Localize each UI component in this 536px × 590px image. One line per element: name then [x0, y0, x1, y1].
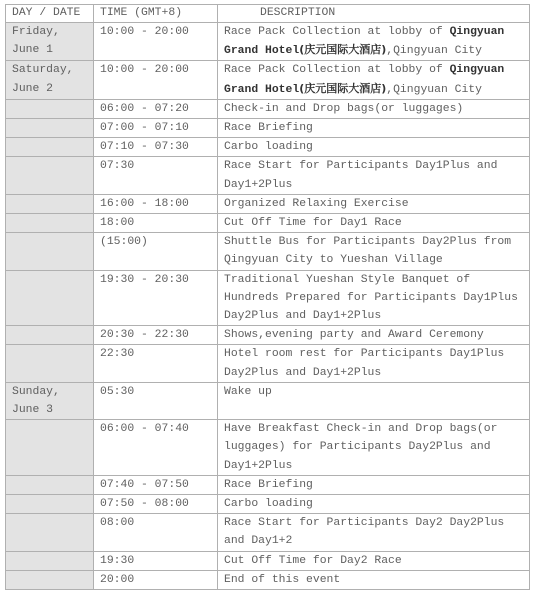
table-row — [6, 495, 530, 514]
table-row — [6, 420, 530, 476]
header-description: DESCRIPTION — [218, 5, 530, 23]
description-cell: Race Briefing — [218, 475, 530, 494]
day-cell — [6, 99, 94, 118]
location-text: ,Qingyuan City — [386, 83, 482, 96]
description-cell — [218, 23, 530, 61]
day-cell — [6, 233, 94, 270]
day-cell — [6, 326, 94, 345]
day-cell: Sunday, June 3 — [6, 382, 94, 419]
day-cell — [6, 420, 94, 476]
description-cell: Race Briefing — [218, 119, 530, 138]
time-cell: 20:30 - 22:30 — [94, 326, 218, 345]
time-cell: 08:00 — [94, 514, 218, 551]
day-cell — [6, 157, 94, 194]
day-cell — [6, 475, 94, 494]
day-cell — [6, 214, 94, 233]
day-cell — [6, 570, 94, 589]
time-cell: 10:00 - 20:00 — [94, 23, 218, 61]
time-cell: 06:00 - 07:20 — [94, 99, 218, 118]
day-cell — [6, 119, 94, 138]
description-cell: Shows,evening party and Award Ceremony — [218, 326, 530, 345]
time-cell: 10:00 - 20:00 — [94, 61, 218, 99]
day-cell — [6, 194, 94, 213]
schedule-table — [5, 4, 530, 590]
table-row — [6, 157, 530, 194]
table-row — [6, 382, 530, 419]
time-cell: 18:00 — [94, 214, 218, 233]
description-cell: Carbo loading — [218, 495, 530, 514]
location-text: ,Qingyuan City — [386, 45, 482, 58]
description-text: Race Pack Collection at lobby of — [224, 26, 450, 38]
description-cell: Hotel room rest for Participants Day1Plus Day2Plus and Day1+2Plus — [218, 345, 530, 382]
table-row — [6, 23, 530, 61]
table-row — [6, 570, 530, 589]
table-row — [6, 194, 530, 213]
day-cell — [6, 551, 94, 570]
day-cell — [6, 270, 94, 326]
description-cell — [218, 61, 530, 99]
time-cell: 07:30 — [94, 157, 218, 194]
hotel-name: Qingyuan Grand Hotel — [224, 64, 505, 96]
time-cell: 05:30 — [94, 382, 218, 419]
table-row — [6, 119, 530, 138]
description-cell: Carbo loading — [218, 138, 530, 157]
table-row — [6, 475, 530, 494]
time-cell: 07:00 - 07:10 — [94, 119, 218, 138]
table-row — [6, 514, 530, 551]
hotel-chinese-name: (庆元国际大酒店) — [299, 43, 387, 57]
table-row — [6, 61, 530, 99]
time-cell: 07:40 - 07:50 — [94, 475, 218, 494]
time-cell: (15:00) — [94, 233, 218, 270]
header-day: DAY / DATE — [6, 5, 94, 23]
description-cell: End of this event — [218, 570, 530, 589]
description-cell: Have Breakfast Check-in and Drop bags(or luggages) for Participants Day2Plus and Day1+2Plus — [218, 420, 530, 476]
table-row — [6, 214, 530, 233]
description-cell: Cut Off Time for Day1 Race — [218, 214, 530, 233]
hotel-chinese-name: (庆元国际大酒店) — [299, 81, 387, 95]
time-cell: 19:30 — [94, 551, 218, 570]
header-row — [6, 5, 530, 23]
description-cell: Cut Off Time for Day2 Race — [218, 551, 530, 570]
schedule-container — [5, 4, 529, 590]
description-cell: Race Start for Participants Day1Plus and Day1+2Plus — [218, 157, 530, 194]
day-cell — [6, 138, 94, 157]
day-cell: Saturday, June 2 — [6, 61, 94, 99]
table-row — [6, 270, 530, 326]
description-cell: Shuttle Bus for Participants Day2Plus from Qingyuan City to Yueshan Village — [218, 233, 530, 270]
description-cell: Race Start for Participants Day2 Day2Plus and Day1+2 — [218, 514, 530, 551]
day-cell — [6, 495, 94, 514]
table-row — [6, 345, 530, 382]
table-row — [6, 551, 530, 570]
schedule-body — [6, 23, 530, 590]
time-cell: 06:00 - 07:40 — [94, 420, 218, 476]
time-cell: 07:50 - 08:00 — [94, 495, 218, 514]
description-cell: Traditional Yueshan Style Banquet of Hundreds Prepared for Participants Day1Plus Day2Plus and Day1+2Plus — [218, 270, 530, 326]
table-row — [6, 233, 530, 270]
description-cell: Organized Relaxing Exercise — [218, 194, 530, 213]
time-cell: 16:00 - 18:00 — [94, 194, 218, 213]
day-cell — [6, 345, 94, 382]
time-cell: 20:00 — [94, 570, 218, 589]
header-time: TIME (GMT+8) — [94, 5, 218, 23]
description-cell: Wake up — [218, 382, 530, 419]
time-cell: 19:30 - 20:30 — [94, 270, 218, 326]
table-row — [6, 326, 530, 345]
description-cell: Check-in and Drop bags(or luggages) — [218, 99, 530, 118]
time-cell: 22:30 — [94, 345, 218, 382]
description-text: Race Pack Collection at lobby of — [224, 64, 450, 77]
day-cell: Friday, June 1 — [6, 23, 94, 61]
table-row — [6, 99, 530, 118]
hotel-name: Qingyuan Grand Hotel — [224, 26, 505, 58]
table-row — [6, 138, 530, 157]
day-cell — [6, 514, 94, 551]
time-cell: 07:10 - 07:30 — [94, 138, 218, 157]
